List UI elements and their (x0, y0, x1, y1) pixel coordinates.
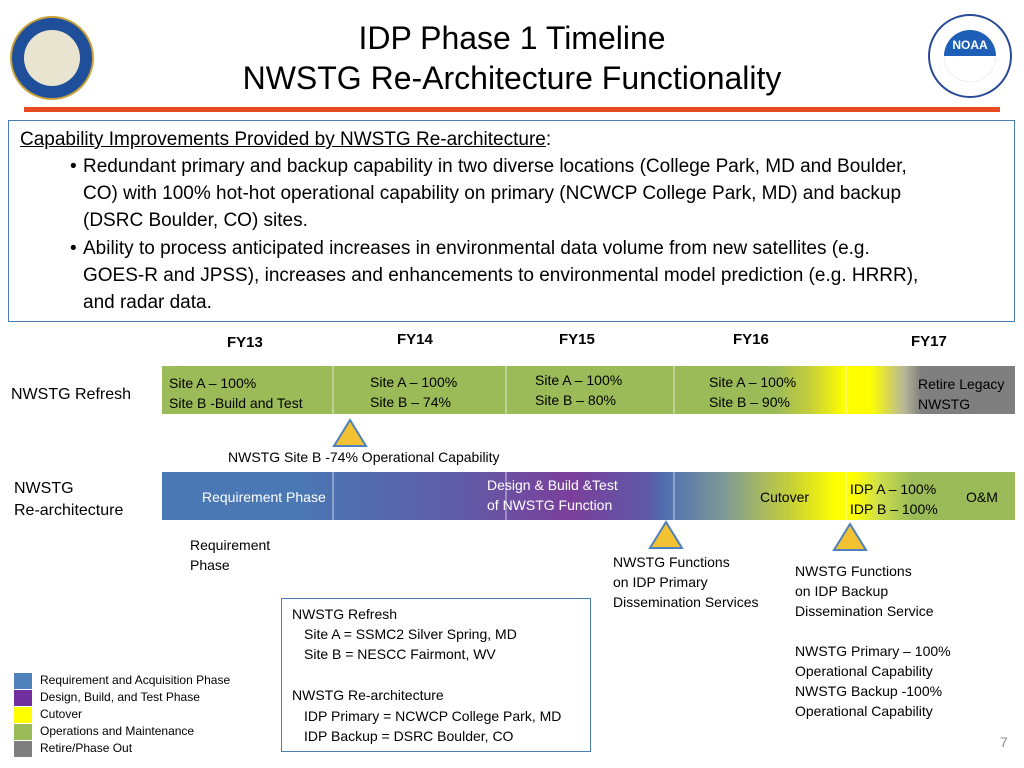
rearch-cutover-segment: Cutover (760, 489, 810, 505)
note-line: Operational Capability (795, 703, 933, 719)
page-number: 7 (1000, 734, 1008, 750)
row-label-line-2: Re-architecture (14, 502, 124, 519)
note-line (795, 621, 951, 641)
bullet-marker: • (70, 238, 77, 259)
rearch-om-segment: O&M (966, 489, 998, 505)
segment-line-2: Site B – 90% (709, 394, 790, 410)
refresh-fy17-segment (918, 374, 1004, 414)
title-line-1: IDP Phase 1 Timeline (358, 20, 666, 56)
row-label-line-1: NWSTG (14, 480, 74, 497)
legend-swatch (14, 724, 32, 740)
department-of-commerce-seal-icon (10, 16, 94, 100)
legend-label: Operations and Maintenance (40, 724, 195, 738)
segment-line-2: NWSTG (918, 396, 971, 412)
fy15-header: FY15 (559, 331, 595, 348)
bullet-1-line-1: Redundant primary and backup capability in two diverse locations (College Park, MD and Boulder, (83, 156, 907, 177)
year-divider (845, 472, 847, 520)
rearch-requirement-segment: Requirement Phase (202, 489, 326, 505)
segment-line-1: Site A – 100% (169, 375, 257, 391)
fy14-header: FY14 (397, 331, 433, 348)
refresh-fy16-segment (709, 372, 796, 412)
year-divider (673, 472, 675, 520)
note-line: on IDP Backup (795, 583, 889, 599)
legend-label: Retire/Phase Out (40, 741, 133, 755)
segment-line-1: Retire Legacy (918, 376, 1005, 392)
fy17-header: FY17 (911, 333, 947, 350)
note-line: Dissemination Services (613, 594, 759, 610)
title-line-2: NWSTG Re-Architecture Functionality (242, 60, 782, 96)
refresh-fy15-segment (535, 370, 622, 410)
refresh-fy13-segment (169, 373, 303, 413)
segment-line-1: Site A – 100% (535, 372, 623, 388)
site-line: NWSTG Re-architecture (292, 687, 444, 703)
slide-title (160, 18, 864, 98)
noaa-logo-icon (928, 14, 1012, 98)
bullet-marker: • (70, 156, 77, 177)
site-line: IDP Backup = DSRC Boulder, CO (304, 728, 514, 744)
year-divider (673, 366, 675, 414)
note-line-2: Phase (190, 557, 230, 573)
nwstg-refresh-row-label: NWSTG Refresh (11, 386, 132, 403)
bullet-2-line-3: and radar data. (83, 292, 212, 313)
year-divider (332, 366, 334, 414)
site-line: IDP Primary = NCWCP College Park, MD (304, 708, 562, 724)
year-divider (845, 366, 847, 414)
note-line: Operational Capability (795, 663, 933, 679)
site-line: Site A = SSMC2 Silver Spring, MD (304, 626, 517, 642)
legend-label: Cutover (40, 707, 83, 721)
year-divider (332, 472, 334, 520)
requirement-phase-note (190, 535, 270, 575)
year-divider (505, 366, 507, 414)
refresh-milestone-note: NWSTG Site B -74% Operational Capability (228, 449, 500, 465)
fy13-header: FY13 (227, 334, 263, 351)
note-line: Dissemination Service (795, 603, 934, 619)
site-line: Site B = NESCC Fairmont, WV (304, 646, 496, 662)
note-line: on IDP Primary (613, 574, 708, 590)
triangle-milestone-icon (648, 520, 684, 550)
legend-label: Design, Build, and Test Phase (40, 690, 200, 704)
legend-swatch (14, 690, 32, 706)
legend-swatch (14, 741, 32, 757)
fy16-header: FY16 (733, 331, 769, 348)
capabilities-heading-text: Capability Improvements Provided by NWSTG Re-architecture (20, 129, 546, 150)
note-line: NWSTG Backup -100% (795, 683, 943, 699)
rearch-idp-segment (850, 479, 938, 519)
legend-swatch (14, 707, 32, 723)
refresh-fy14-segment (370, 372, 457, 412)
bullet-1-line-2: CO) with 100% hot-hot operational capability on primary (NCWCP College Park, MD) and backup (83, 183, 902, 204)
capabilities-heading-colon: : (545, 129, 552, 150)
segment-line-1: Site A – 100% (709, 374, 797, 390)
segment-line-2: Site B – 80% (535, 392, 616, 408)
noaa-logo-text: NOAA (952, 38, 988, 52)
segment-line-2: Site B -Build and Test (169, 395, 303, 411)
legend-label: Requirement and Acquisition Phase (40, 673, 231, 687)
bullet-1-line-3: (DSRC Boulder, CO) sites. (83, 210, 308, 231)
note-line: NWSTG Functions (795, 563, 912, 579)
nwstg-rearchitecture-row-label (14, 478, 123, 522)
segment-line-2: of NWSTG Function (487, 497, 613, 513)
capability-bullet-1 (70, 153, 990, 234)
triangle-milestone-icon (832, 522, 868, 552)
backup-dissemination-note (795, 561, 951, 721)
rearch-design-build-segment (487, 475, 618, 515)
segment-line-1: Design & Build &Test (487, 477, 618, 493)
note-line-1: Requirement (190, 537, 271, 553)
bullet-2-line-2: GOES-R and JPSS), increases and enhancements to environmental model prediction (e.g. HRRR), (83, 265, 919, 286)
site-definitions-box (281, 598, 591, 752)
site-line: NWSTG Refresh (292, 606, 398, 622)
legend-swatch (14, 673, 32, 689)
segment-line-2: IDP B – 100% (850, 501, 938, 517)
note-line: NWSTG Functions (613, 554, 730, 570)
triangle-milestone-icon (332, 418, 368, 448)
capabilities-heading (20, 128, 551, 152)
bullet-2-line-1: Ability to process anticipated increases in environmental data volume from new satellites (e.g. (83, 238, 870, 259)
segment-line-1: Site A – 100% (370, 374, 458, 390)
segment-line-1: IDP A – 100% (850, 481, 937, 497)
note-line: NWSTG Primary – 100% (795, 643, 951, 659)
capability-bullet-2 (70, 235, 990, 316)
title-divider (24, 107, 1000, 112)
segment-line-2: Site B – 74% (370, 394, 451, 410)
primary-dissemination-note (613, 552, 759, 612)
